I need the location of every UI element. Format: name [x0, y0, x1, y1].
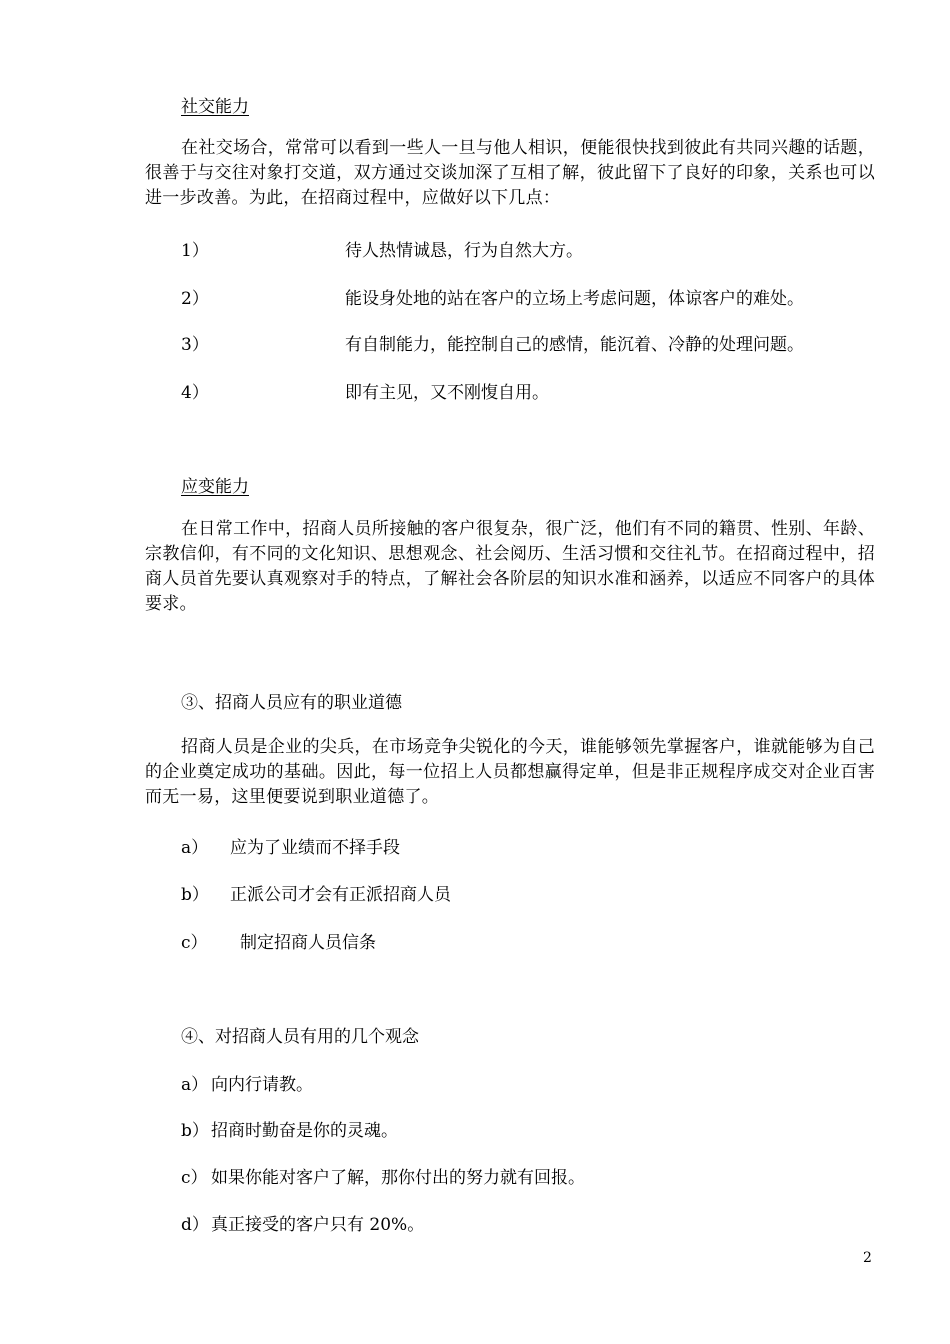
list-item-text: 如果你能对客户了解，那你付出的努力就有回报。 — [211, 1168, 585, 1188]
section-heading-adapt: 应变能力 — [181, 477, 249, 497]
list-item-text: 有自制能力，能控制自己的感情，能沉着、冷静的处理问题。 — [345, 335, 804, 355]
list-item-text: 应为了业绩而不择手段 — [230, 838, 400, 858]
paragraph-ethics: 招商人员是企业的尖兵，在市场竞争尖锐化的今天，谁能够领先掌握客户，谁就能够为自己的企业奠定成功的基础。因此，每一位招上人员都想赢得定单，但是非正规程序成交对企业百害而无一易，这里便要说到职业道德了。 — [145, 737, 875, 807]
list-item-number: c） — [181, 1168, 208, 1188]
list-item-number: 2） — [181, 289, 209, 309]
list-item-number: b） — [181, 885, 209, 905]
list-item-text: 制定招商人员信条 — [240, 933, 376, 953]
list-item-text: 真正接受的客户只有 20%。 — [211, 1215, 425, 1235]
list-item-text: 即有主见，又不刚愎自用。 — [345, 383, 549, 403]
list-item-text: 能设身处地的站在客户的立场上考虑问题，体谅客户的难处。 — [345, 289, 804, 309]
list-item-text: 向内行请教。 — [211, 1075, 313, 1095]
list-item-number: 1） — [181, 241, 209, 261]
list-item-number: 4） — [181, 383, 209, 403]
list-item-number: a） — [181, 838, 209, 858]
section-heading-ethics: ③、招商人员应有的职业道德 — [181, 693, 402, 713]
paragraph-adapt: 在日常工作中，招商人员所接触的客户很复杂，很广泛，他们有不同的籍贯、性别、年龄、宗教信仰，有不同的文化知识、思想观念、社会阅历、生活习惯和交往礼节。在招商过程中，招商人员首先要认真观察对手的特点，了解社会各阶层的知识水准和涵养，以适应不同客户的具体要求。 — [145, 519, 875, 614]
section-heading-concepts: ④、对招商人员有用的几个观念 — [181, 1027, 419, 1047]
list-item-number: b） — [181, 1121, 209, 1141]
list-item-number: d） — [181, 1215, 209, 1235]
list-item-number: c） — [181, 933, 208, 953]
paragraph-social: 在社交场合，常常可以看到一些人一旦与他人相识，便能很快找到彼此有共同兴趣的话题，很善于与交往对象打交道，双方通过交谈加深了互相了解，彼此留下了良好的印象，关系也可以进一步改善。为此，在招商过程中，应做好以下几点： — [145, 138, 875, 208]
section-heading-social: 社交能力 — [181, 97, 249, 117]
list-item-text: 正派公司才会有正派招商人员 — [230, 885, 451, 905]
list-item-text: 招商时勤奋是你的灵魂。 — [211, 1121, 398, 1141]
list-item-number: 3） — [181, 335, 209, 355]
list-item-number: a） — [181, 1075, 209, 1095]
page-number: 2 — [863, 1250, 872, 1266]
list-item-text: 待人热情诚恳，行为自然大方。 — [345, 241, 583, 261]
